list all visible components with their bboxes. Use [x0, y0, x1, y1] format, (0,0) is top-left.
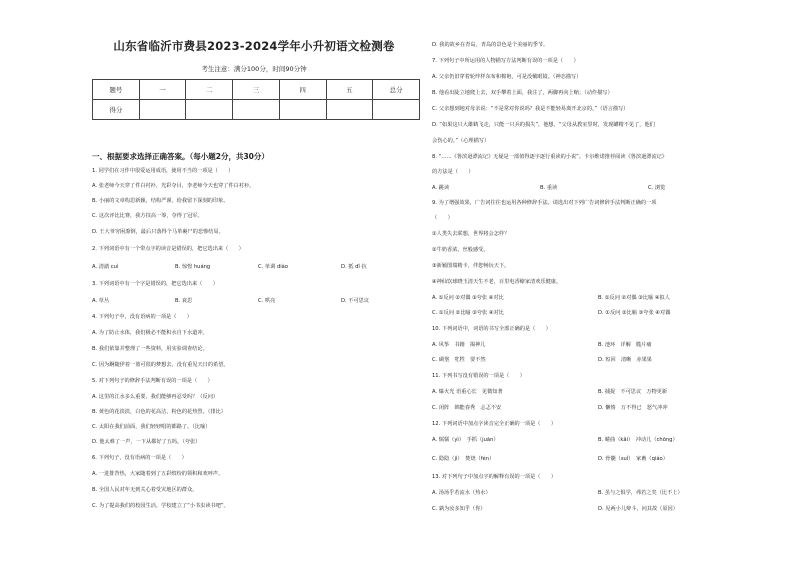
- question-line: 5. 对下列句子的修辞手法判断有误的一项是（ ）: [92, 378, 213, 384]
- option: A. ①反问 ②对偶 ③夸张 ④对比: [432, 295, 504, 301]
- question-line: D. 我的故乡在青岛，青岛的景色是个美丽的季节。: [432, 42, 549, 48]
- score-row-label: 得分: [93, 100, 140, 120]
- question-line: 4. 下列句子中，没有语病的一项是（ ）: [92, 314, 192, 320]
- score-cell[interactable]: [233, 100, 280, 120]
- question-line: C. 父亲想到地对母亲说：“不是常对你说吗？我是不能轻易离开北京的。”（语言描写）: [432, 106, 629, 112]
- question-line: 13. 对下列句子中加点字的解释有误的一项是（ ）: [432, 474, 557, 480]
- question-line: 2. 下列词语中有一个带点字的读音是错误的，把它选出来（ ）: [92, 246, 244, 252]
- question-line: 12. 下列词语中加点字读音完全正确的一项是（ ）: [432, 421, 557, 427]
- option: C. 碉堡 牝牲 要不然: [432, 357, 486, 363]
- question-line: C. 为了提高我们的校园生活，学校建立了“小书虫读书吧”。: [92, 503, 229, 509]
- score-header-row: [93, 80, 420, 100]
- score-header-cell: 三: [233, 80, 280, 100]
- question-line: ④神仙饮球晓玉清天生不老，百里电香缭家清欢乐健康。: [432, 279, 562, 285]
- question-line: A. 张老师今天穿了件白衬衫，光彩夺目，李老师今天也穿了件白衬衫。: [92, 183, 255, 189]
- option: C. 隐隐（jì） 焚烧（fén）: [432, 456, 495, 462]
- question-line: B. 我们依靠并整理了一些资料，用实验调查结论。: [92, 346, 208, 352]
- option: D. 骨髓（suǐ） 家畜（qiáo）: [598, 456, 668, 462]
- question-line: 7. 下列句子中所运用的人物描写方法判断有误的一项是（ ）: [432, 58, 579, 64]
- option: C. 浏览: [648, 185, 666, 191]
- option: B. 衰思: [175, 298, 193, 304]
- question-line: 8. “……《鲁滨逊漂流记》无疑是一部值得逐字逐行重读的小说”。卡尔维诺推荐阅读《鲁滨逊漂流记》: [432, 154, 668, 160]
- question-line: ③新颖图瑞精卡，伴您畅玩天下。: [432, 263, 510, 269]
- question-line: A. 这里的江水多么重要，我们能够再忍受吗？（反问）: [92, 394, 219, 400]
- option: D. 短回 清晰 赤果果: [598, 357, 652, 363]
- question-line: C. 太阳在我们前面，我们轻轻唱的都路了。（比喻）: [92, 424, 211, 430]
- option: C. 闭阵 锦能春秀 忐忑不安: [432, 405, 502, 411]
- score-cell[interactable]: [186, 100, 233, 120]
- option: C. ①反问 ②比喻 ③夸张 ④对比: [432, 310, 504, 316]
- option: B. 惊惶 huáng: [175, 264, 211, 270]
- question-line: ①人类失去联想，世界将会怎样？: [432, 231, 510, 237]
- question-line: 的方法是（ ）: [432, 169, 474, 175]
- question-line: B. 全国人民对年无到关心着受灾地区的群众。: [92, 487, 198, 493]
- score-cell[interactable]: [326, 100, 373, 120]
- question-line: B. 黄色的花淡淡，白色的花高洁，粉色的花热烈。（排比）: [92, 409, 226, 415]
- option: C. 哄亮: [258, 298, 276, 304]
- option: D. 抵 dǐ 抗: [341, 264, 367, 270]
- score-header-cell: 五: [326, 80, 373, 100]
- question-line: 9. 为了增强效果，广告词往往也运用各种修辞手法。请选出对下列广告词修辞手法判断正确的一项: [432, 200, 657, 206]
- exam-notice: 考生注意：满分100分，时间90分钟: [201, 65, 307, 73]
- option: C. 孰为汝多知乎（你）: [432, 506, 486, 512]
- question-line: D. 他太难了一声，一下从都好了五吗。（夸张）: [92, 439, 201, 445]
- option: A. 草丛: [92, 298, 110, 304]
- section-heading: 一、根据要求选择正确答案。（每小题2分，共30分）: [92, 152, 269, 161]
- score-cell[interactable]: [373, 100, 420, 120]
- question-line: A. 为了防止水体，我们极必不能积水自下水道冲。: [92, 330, 208, 336]
- option: B. 重读: [540, 185, 558, 191]
- score-header-cell: 总分: [373, 80, 420, 100]
- question-line: 1. 同学们在习作中很爱运用成语，使用不当的一项是（ ）: [92, 168, 234, 174]
- score-cell[interactable]: [279, 100, 326, 120]
- score-header-cell: 题号: [93, 80, 140, 100]
- option: A. 风筝 书籍 揭神儿: [432, 342, 486, 348]
- score-header-cell: 一: [139, 80, 186, 100]
- score-header-cell: 四: [279, 80, 326, 100]
- question-line: A. 父亲仍旧穿着轮绊样东布和棉袍，可是没戴眼镜。（神态描写）: [432, 74, 582, 80]
- question-line: ②牛奶香浓，丝般感受。: [432, 247, 489, 253]
- score-header-cell: 二: [186, 80, 233, 100]
- score-row: [93, 100, 420, 120]
- question-line: 3. 下列词语中有一个字是错误的，把它选出来（ ）: [92, 281, 218, 287]
- question-line: B. 小丽的文章构思新颖，结构严谨，给我留下深刻的印象。: [92, 198, 229, 204]
- question-line: 10. 下列词语中，词语的书写全部正确的是（ ）: [432, 326, 551, 332]
- question-line: B. 他看出陡立地爬上去，双手攀着上面，我注了，两脚再向上缩；（动作描写）: [432, 90, 613, 96]
- option: B. 池环 详解 脆片痛: [598, 342, 652, 348]
- question-line: C. 因为錒随伊着一篮可很的梦想去，没有重见天日的希望。: [92, 362, 229, 368]
- option: C. 单调 diào: [258, 264, 289, 270]
- option: B. 虽与之俱学，弗若之矣（比不上）: [598, 490, 683, 496]
- question-line: C. 这次评比比赛，我方技高一筹，夺得了冠军。: [92, 213, 203, 219]
- option: B. 捕捉 不可思议 万物更新: [598, 389, 668, 395]
- option: B. 蜷曲（kǎi） 冲动儿（chōng）: [598, 437, 678, 443]
- question-line: D. “如果这只大雄鹤飞走，只能一只兵的损失”，他想，“父母从教室里时，发现罐精不见了，他们: [432, 122, 655, 128]
- option: A. 懦懦（yì） 手抓（juān）: [432, 437, 499, 443]
- option: D. 见两小儿辩斗，问其故（原因）: [598, 506, 678, 512]
- option: D. 懒惰 万不得已 怒气冲冲: [598, 405, 668, 411]
- score-cell[interactable]: [139, 100, 186, 120]
- option: A. 清澈 cuì: [92, 264, 119, 270]
- option: A. 爆火光 语重心长 见微知著: [432, 389, 503, 395]
- option: D. 不可思议: [341, 298, 370, 304]
- question-line: 会伤心的。”（心理描写）: [432, 138, 490, 144]
- option: B. ①反问 ②对偶 ③比喻 ④拟人: [598, 295, 670, 301]
- option: A. 跳读: [432, 185, 450, 191]
- option: A. 汤汤乎若流水（热水）: [432, 490, 491, 496]
- question-line: （ ）: [432, 215, 453, 221]
- question-line: A. 一进排背热，大家随着到了五彩缤纷的领积和欢呼声。: [92, 471, 224, 477]
- score-table: [92, 79, 420, 120]
- question-line: 6. 下列句子，没有语病的一项是（ ）: [92, 455, 187, 461]
- question-line: D. 王大爷穷困潦倒，最后只落得个马革裹尸的悲惨结局。: [92, 229, 224, 235]
- option: D. ①反问 ②比喻 ③夸张 ④对偶: [598, 310, 671, 316]
- exam-title: 山东省临沂市费县2023-2024学年小升初语文检测卷: [113, 39, 395, 53]
- question-line: 11. 下列书写没有错误的一项是（ ）: [432, 373, 525, 379]
